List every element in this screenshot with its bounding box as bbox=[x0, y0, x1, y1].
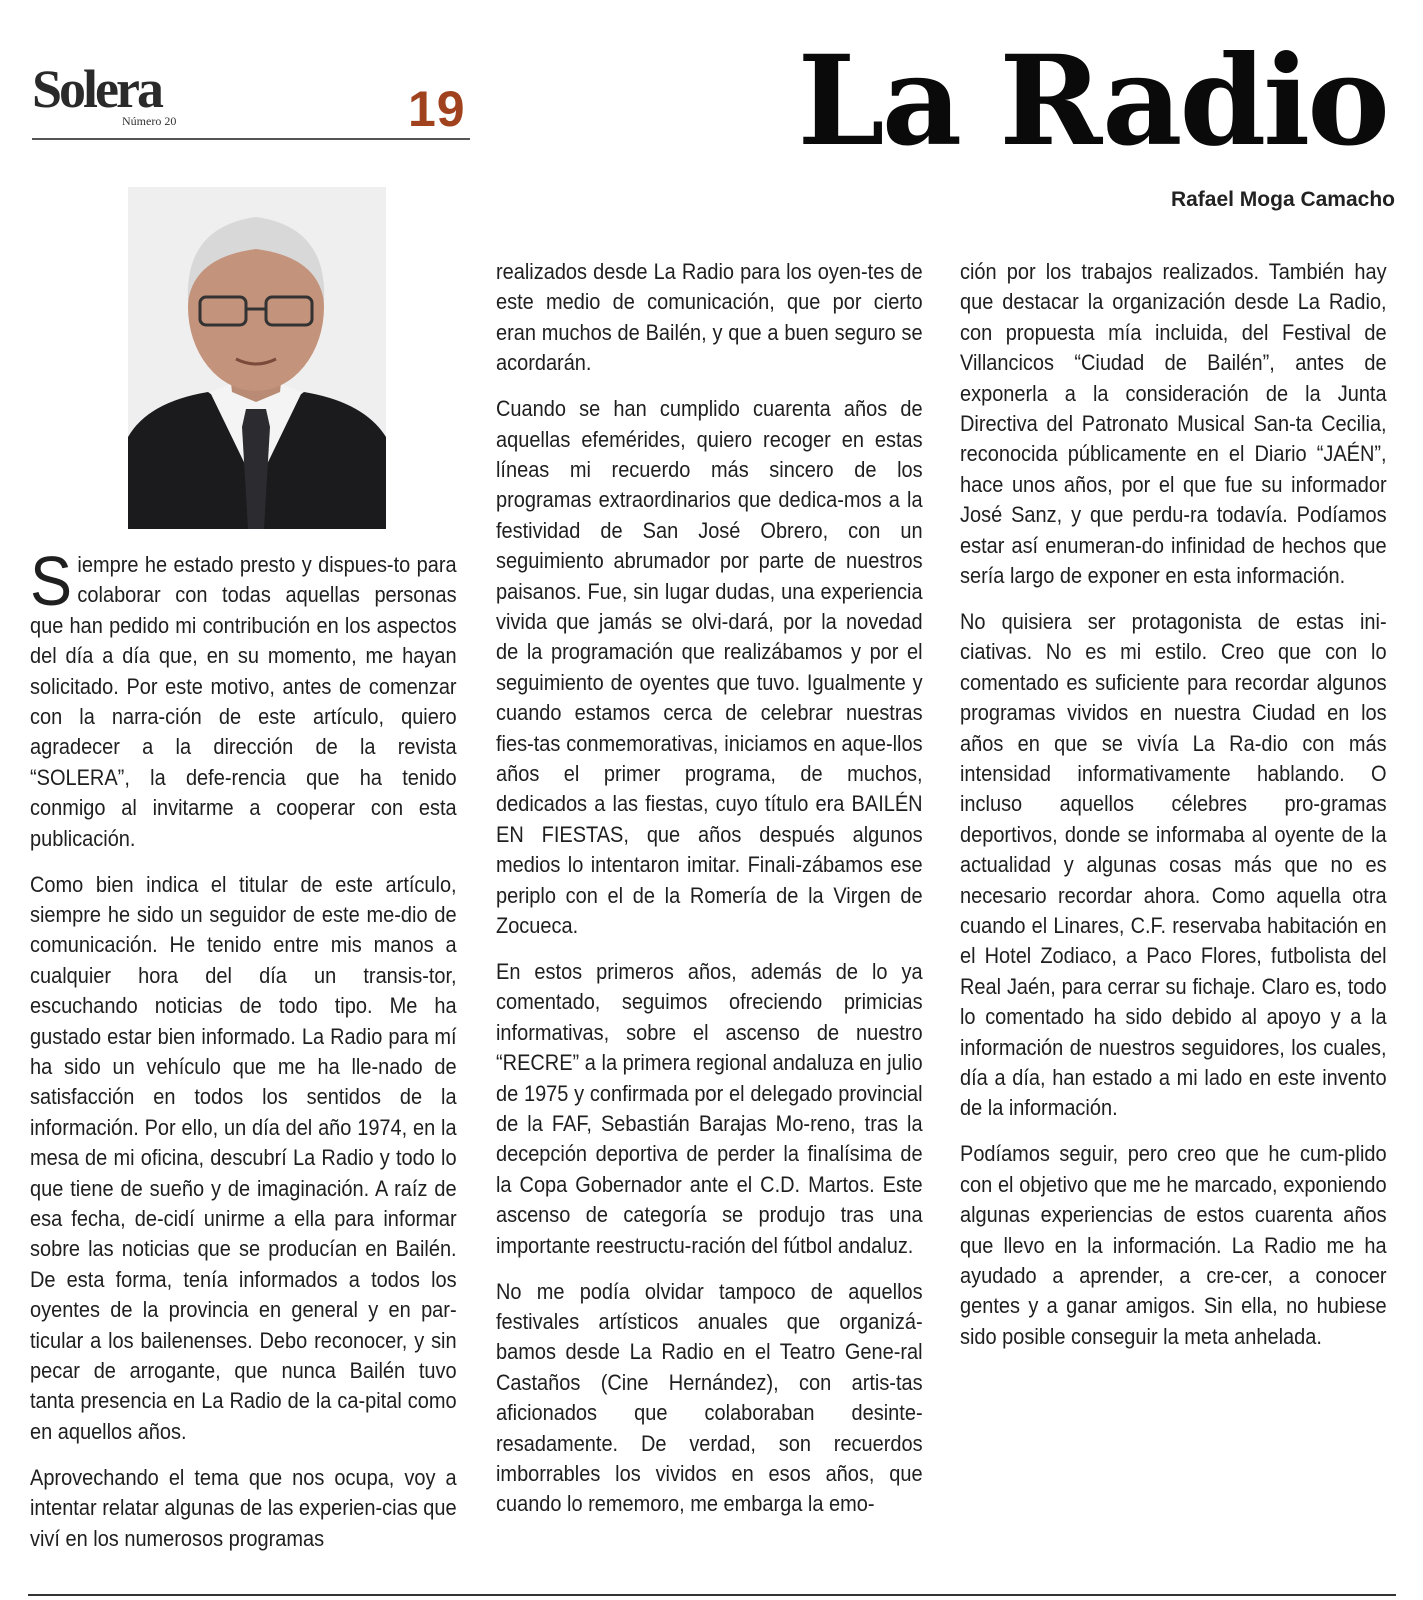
brand-logo: Solera bbox=[32, 59, 161, 119]
paragraph: Aprovechando el tema que nos ocupa, voy a intentar relatar algunas de las experien-cias que viví en los numerosos programas bbox=[30, 1464, 457, 1551]
paragraph: Como bien indica el titular de este artículo, siempre he sido un seguidor de este me-dio de comunicación. He tenido entre mis manos a cualquier hora del día un transis-tor, escuchando noticias de todo tipo. Me ha gustado estar bien informado. La Radio para mí ha sido un vehículo que me ha lle-nado de satisfacción en todos los sentidos de la información. Por ello, un día del año 1974, en la mesa de mi oficina, descubrí La Radio y todo lo que tiene de sueño y de imaginación. A raíz de esa fecha, de-cidí unirme a ella para informar sobre las noticias que se producían en Bailén. De esta forma, tenía informados a todos los oyentes de la provincia en general y en par-ticular a los bailenenses. Debo reconocer, y sin pecar de arrogante, que nunca Bailén tuvo tanta presencia en La Radio de la ca-pital como en aquellos años. bbox=[30, 871, 457, 1444]
paragraph: No me podía olvidar tampoco de aquellos festivales artísticos anuales que organizá-bamos desde La Radio en el Teatro Gene-ral Castaños (Cine Hernández), con artis-tas aficionados que colaboraban desinte-resadamente. De verdad, son recuerdos imborrables los vividos en esos años, que cuando lo rememoro, me embarga la emo- bbox=[496, 1278, 923, 1517]
paragraph: Podíamos seguir, pero creo que he cum-plido con el objetivo que me he marcado, exponiendo algunas experiencias de estos cuarenta años que llevo en la información. La Radio me ha ayudado a aprender, a cre-cer, a conocer gentes y a ganar amigos. Sin ella, no hubiese sido posible conseguir la meta anhelada. bbox=[960, 1141, 1387, 1349]
drop-cap: S bbox=[30, 542, 73, 620]
paragraph: En estos primeros años, además de lo ya comentado, seguimos ofreciendo primicias informativas, sobre el ascenso de nuestro “RECRE” a la primera regional andaluza en julio de 1975 y confirmada por el delegado provincial de la FAF, Sebastián Barajas Mo-reno, tras la decepción deportiva de perder la finalísima de la Copa Gobernador ante el C.D. Martos. Este ascenso de categoría se produjo tras una importante reestructu-ración del fútbol andaluz. bbox=[496, 958, 923, 1258]
footer-rule bbox=[28, 1594, 1396, 1596]
article-column-1 bbox=[30, 542, 457, 1570]
article-column-3 bbox=[960, 257, 1387, 1368]
paragraph bbox=[30, 542, 457, 854]
issue-number: Número 20 bbox=[122, 114, 177, 128]
portrait-illustration bbox=[128, 187, 386, 529]
page-number: 19 bbox=[408, 81, 466, 137]
paragraph: Cuando se han cumplido cuarenta años de aquellas efemérides, quiero recoger en estas líneas mi recuerdo más sincero de los programas extraordinarios que dedica-mos a la festividad de San José Obrero, con un seguimiento abrumador por parte de nuestros paisanos. Fue, sin lugar dudas, una experiencia vivida que jamás se olvi-dará, por la novedad de la programación que realizábamos y por el seguimiento de oyentes que tuvo. Igualmente y cuando estamos cerca de celebrar nuestras fies-tas conmemorativas, iniciamos en aque-llos años el primer programa, de muchos, dedicados a las fiestas, cuyo título era BAILÉN EN FIESTAS, que años después algunos medios lo intentaron imitar. Finali-zábamos ese periplo con el de la Romería de la Virgen de Zocueca. bbox=[496, 396, 923, 939]
author-photo bbox=[128, 187, 386, 529]
paragraph: No quisiera ser protagonista de estas ini-ciativas. No es mi estilo. Creo que con lo comentado es suficiente para recordar algunos programas vividos en nuestra Ciudad en los años en que se vivía La Ra-dio con más intensidad informativamente hablando. O incluso aquellos célebres pro-gramas deportivos, donde se informaba al oyente de la actualidad y algunas cosas más que no es necesario recordar ahora. Como aquella otra cuando el Linares, C.F. reservaba habitación en el Hotel Zodiaco, a Paco Flores, futbolista del Real Jaén, para cerrar su fichaje. Claro es, todo lo comentado ha sido debido al apoyo y a la información de nuestros seguidores, los cuales, día a día, han estado a mi lado en este invento de la información. bbox=[960, 608, 1387, 1121]
masthead bbox=[30, 58, 470, 140]
article-title: La Radio bbox=[797, 29, 1387, 174]
article-column-2 bbox=[496, 257, 923, 1535]
paragraph: ción por los trabajos realizados. También hay que destacar la organización desde La Radio, con propuesta mía incluida, del Festival de Villancicos “Ciudad de Bailén”, antes de exponerla a la consideración de la Junta Directiva del Patronato Musical San-ta Cecilia, reconocida públicamente en el Diario “JAÉN”, hace unos años, por el que fue su informador José Sanz, y que perdu-ra todavía. Podíamos estar así enumeran-do infinidad de hechos que sería largo de exponer en esta información. bbox=[960, 259, 1387, 589]
paragraph-text: iempre he estado presto y dispues-to para colaborar con todas aquellas personas que han pedido mi contribución en los aspectos del día a día que, en su momento, me hayan solicitado. Por este motivo, antes de comenzar con la narra-ción de este artículo, quiero agradecer a la dirección de la revista “SOLERA”, la defe-rencia que ha tenido conmigo al invitarme a cooperar con esta publicación. bbox=[30, 552, 457, 851]
article-author: Rafael Moga Camacho bbox=[1170, 188, 1395, 211]
paragraph: realizados desde La Radio para los oyen-tes de este medio de comunicación, que por cierto eran muchos de Bailén, y que a buen seguro se acordarán. bbox=[496, 259, 923, 376]
masthead-rule bbox=[32, 138, 470, 140]
